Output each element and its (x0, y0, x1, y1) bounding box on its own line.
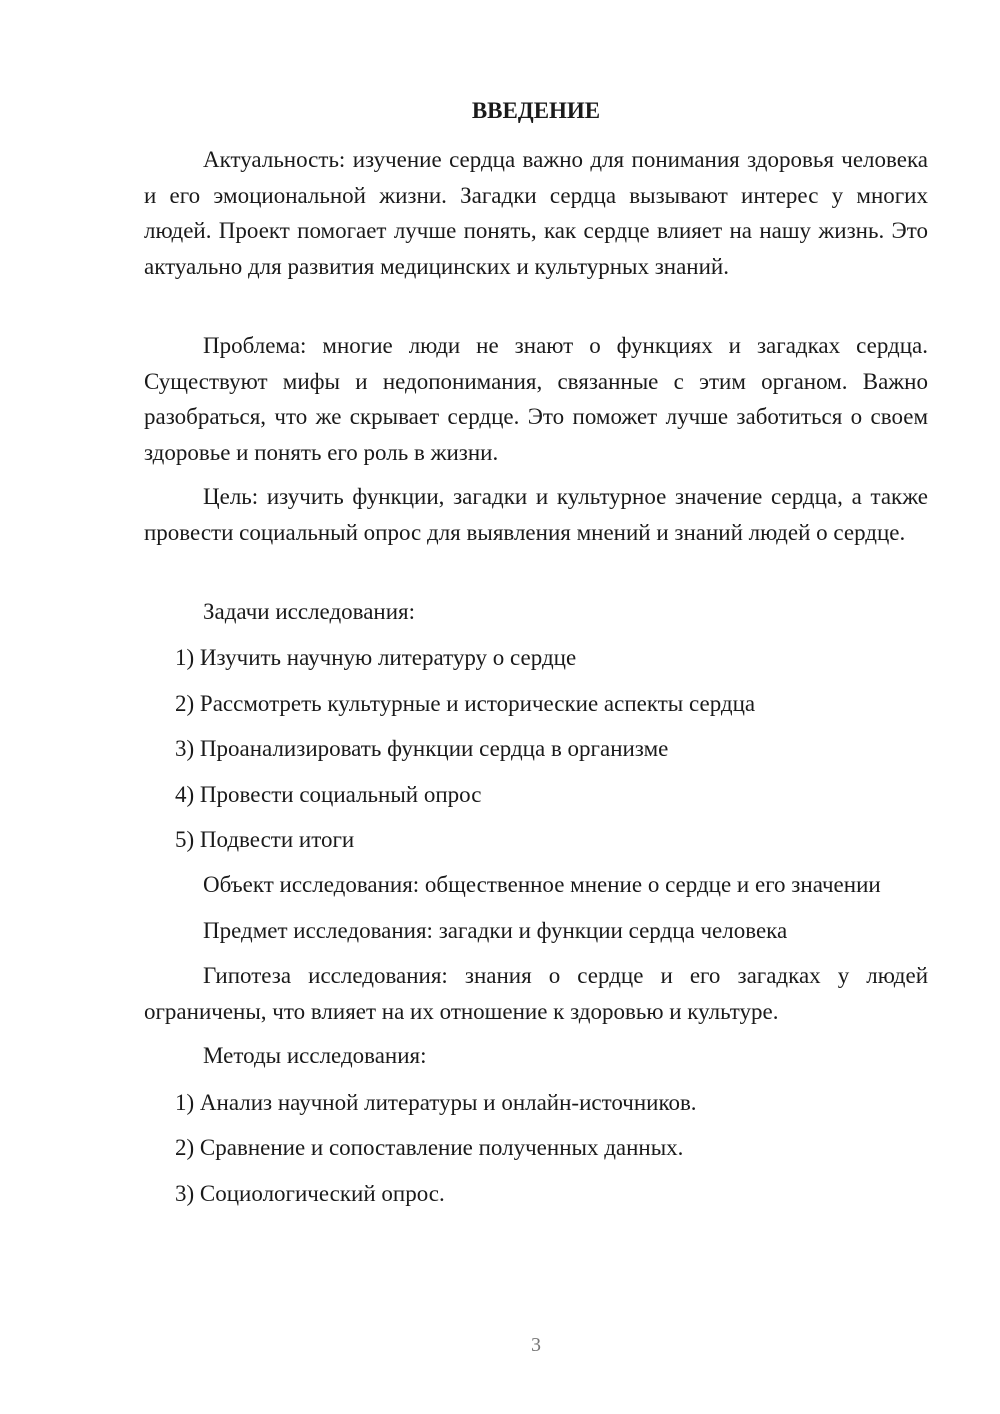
research-subject: Предмет исследования: загадки и функции сердца человека (203, 918, 788, 943)
method-item: 1) Анализ научной литературы и онлайн-источников. (175, 1090, 697, 1115)
section-heading: ВВЕДЕНИЕ (471, 98, 601, 123)
task-item: 5) Подвести итоги (175, 827, 355, 852)
goal-paragraph: Цель: изучить функции, загадки и культурное значение сердца, а также провести социальный опрос для выявления мнений и знаний людей о сердце. (144, 484, 928, 545)
page-number: 3 (531, 1334, 541, 1356)
research-object: Объект исследования: общественное мнение о сердце и его значении (203, 872, 881, 897)
task-item: 1) Изучить научную литературу о сердце (175, 645, 577, 670)
method-item: 3) Социологический опрос. (175, 1181, 445, 1206)
task-item: 3) Проанализировать функции сердца в организме (175, 736, 669, 761)
relevance-paragraph: Актуальность: изучение сердца важно для понимания здоровья человека и его эмоциональной жизни. Загадки сердца вызывают интерес у многих людей. Проект помогает лучше понять, как сердце влияет на нашу жизнь. Это актуально для развития медицинских и культурных знаний. (144, 147, 928, 279)
problem-paragraph: Проблема: многие люди не знают о функциях и загадках сердца. Существуют мифы и недопонимания, связанные с этим органом. Важно разобраться, что же скрывает сердце. Это поможет лучше заботиться о своем здоровье и понять его роль в жизни. (144, 333, 928, 465)
methods-title: Методы исследования: (203, 1043, 427, 1068)
task-item: 2) Рассмотреть культурные и исторические аспекты сердца (175, 691, 756, 716)
task-item: 4) Провести социальный опрос (175, 782, 482, 807)
method-item: 2) Сравнение и сопоставление полученных данных. (175, 1135, 684, 1160)
tasks-title: Задачи исследования: (203, 599, 416, 624)
hypothesis-paragraph: Гипотеза исследования: знания о сердце и его загадках у людей ограничены, что влияет на их отношение к здоровью и культуре. (144, 963, 928, 1024)
